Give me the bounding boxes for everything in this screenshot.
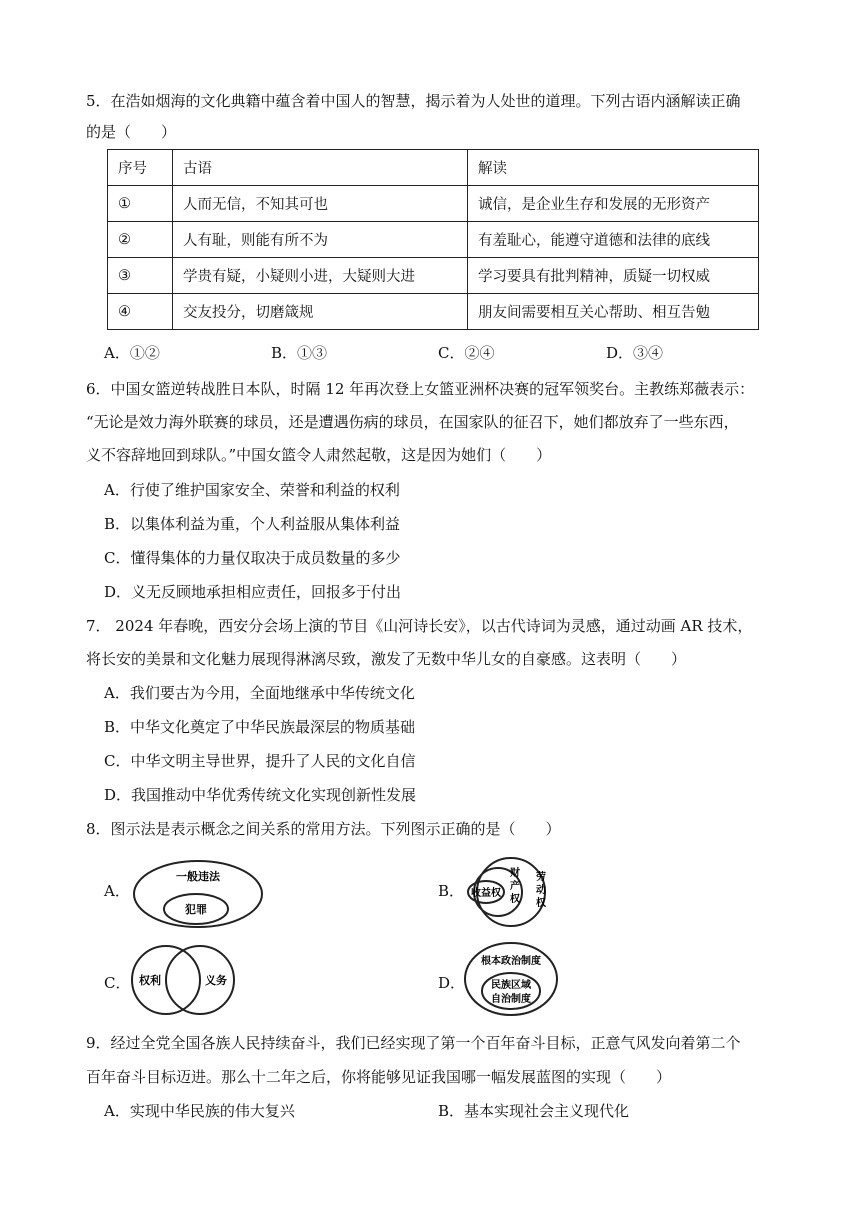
q8-option-c-letter: C． — [104, 974, 131, 992]
label-outer-2: 动 — [536, 885, 546, 896]
table-cell: ① — [108, 186, 173, 222]
label-outer-1: 劳 — [536, 872, 546, 883]
table-cell: 学习要具有批判精神，质疑一切权威 — [468, 258, 759, 294]
q8-stem: 8．图示法是表示概念之间关系的常用方法。下列图示正确的是（ ） — [86, 820, 561, 838]
label-outer: 一般违法 — [176, 870, 220, 883]
table-row — [108, 294, 759, 330]
table-cell: ④ — [108, 294, 173, 330]
table-row — [108, 258, 759, 294]
q6-option-d: D．义无反顾地承担相应责任，回报多于付出 — [104, 583, 402, 601]
q5-stem-line1: 5．在浩如烟海的文化典籍中蕴含着中国人的智慧，揭示着为人处世的道理。下列古语内涵解读正确 — [86, 92, 741, 110]
q7-option-b: B．中华文化奠定了中华民族最深层的物质基础 — [104, 718, 416, 736]
q8-option-a-letter: A． — [104, 882, 130, 900]
q8-option-d-letter: D． — [438, 974, 466, 992]
q5-option-d: D．③④ — [606, 344, 664, 362]
q7-option-a: A．我们要古为今用，全面地继承中华传统文化 — [104, 684, 415, 702]
table-header-cell: 古语 — [173, 150, 468, 186]
q6-option-c: C．懂得集体的力量仅取决于成员数量的多少 — [104, 549, 401, 567]
table-cell: 朋友间需要相互关心帮助、相互告勉 — [468, 294, 759, 330]
table-row — [108, 222, 759, 258]
q6-line1: 6．中国女篮逆转战胜日本队，时隔 12 年再次登上女篮亚洲杯决赛的冠军领奖台。主教练郑薇表示： — [86, 380, 755, 398]
q7-line1: 7． 2024 年春晚，西安分会场上演的节目《山河诗长安》，以古代诗词为灵感，通过动画 AR 技术， — [86, 617, 753, 635]
q5-option-a: A．①② — [104, 344, 160, 362]
label-inner: 犯罪 — [185, 903, 207, 916]
label-inner-2: 自治制度 — [491, 994, 531, 1005]
label-outer: 根本政治制度 — [481, 956, 541, 967]
table-header-row — [108, 150, 759, 186]
table-cell: 有羞耻心，能遵守道德和法律的底线 — [468, 222, 759, 258]
q5-table — [107, 149, 759, 330]
table-cell: 学贵有疑，小疑则小进，大疑则大进 — [173, 258, 468, 294]
table-cell: 人有耻，则能有所不为 — [173, 222, 468, 258]
label-right: 义务 — [205, 974, 227, 987]
q8-diagram-c — [128, 942, 238, 1018]
q6-option-a: A．行使了维护国家安全、荣誉和利益的权利 — [104, 481, 400, 499]
label-mid-3: 权 — [510, 894, 520, 905]
q5-stem-line2: 的是（ ） — [86, 123, 177, 141]
label-left: 权利 — [139, 974, 161, 987]
q8-diagram-d — [462, 940, 560, 1018]
table-cell: 诚信，是企业生存和发展的无形资产 — [468, 186, 759, 222]
table-header-cell: 解读 — [468, 150, 759, 186]
label-outer-3: 权 — [536, 898, 546, 909]
label-inner: 收益权 — [471, 888, 501, 899]
table-row — [108, 186, 759, 222]
label-mid-1: 财 — [510, 868, 520, 879]
table-cell: ② — [108, 222, 173, 258]
q6-option-b: B．以集体利益为重，个人利益服从集体利益 — [104, 515, 401, 533]
q8-option-b-letter: B． — [438, 882, 465, 900]
q9-line1: 9．经过全党全国各族人民持续奋斗，我们已经实现了第一个百年奋斗目标，正意气风发向着第二个 — [86, 1034, 741, 1052]
label-inner-1: 民族区域 — [491, 980, 531, 991]
table-cell: 人而无信，不知其可也 — [173, 186, 468, 222]
q8-diagram-b — [461, 856, 561, 928]
q7-line2: 将长安的美景和文化魅力展现得淋漓尽致，激发了无数中华儿女的自豪感。这表明（ ） — [86, 650, 687, 668]
q5-option-b: B．①③ — [271, 344, 328, 362]
q9-option-b: B．基本实现社会主义现代化 — [438, 1102, 630, 1120]
label-mid-2: 产 — [510, 881, 520, 892]
table-cell: 交友投分，切磨箴规 — [173, 294, 468, 330]
q6-line2: “无论是效力海外联赛的球员，还是遭遇伤病的球员，在国家队的征召下，她们都放弃了一些东西， — [86, 413, 739, 431]
q9-line2: 百年奋斗目标迈进。那么十二年之后，你将能够见证我国哪一幅发展蓝图的实现（ ） — [86, 1068, 672, 1086]
q7-option-d: D．我国推动中华优秀传统文化实现创新性发展 — [104, 786, 417, 804]
q8-diagram-a — [128, 856, 268, 932]
q7-option-c: C．中华文明主导世界，提升了人民的文化自信 — [104, 752, 416, 770]
q6-line3: 义不容辞地回到球队。”中国女篮令人肃然起敬，这是因为她们（ ） — [86, 446, 552, 464]
table-header-cell: 序号 — [108, 150, 173, 186]
table-cell: ③ — [108, 258, 173, 294]
q9-option-a: A．实现中华民族的伟大复兴 — [104, 1102, 295, 1120]
q5-option-c: C．②④ — [438, 344, 495, 362]
